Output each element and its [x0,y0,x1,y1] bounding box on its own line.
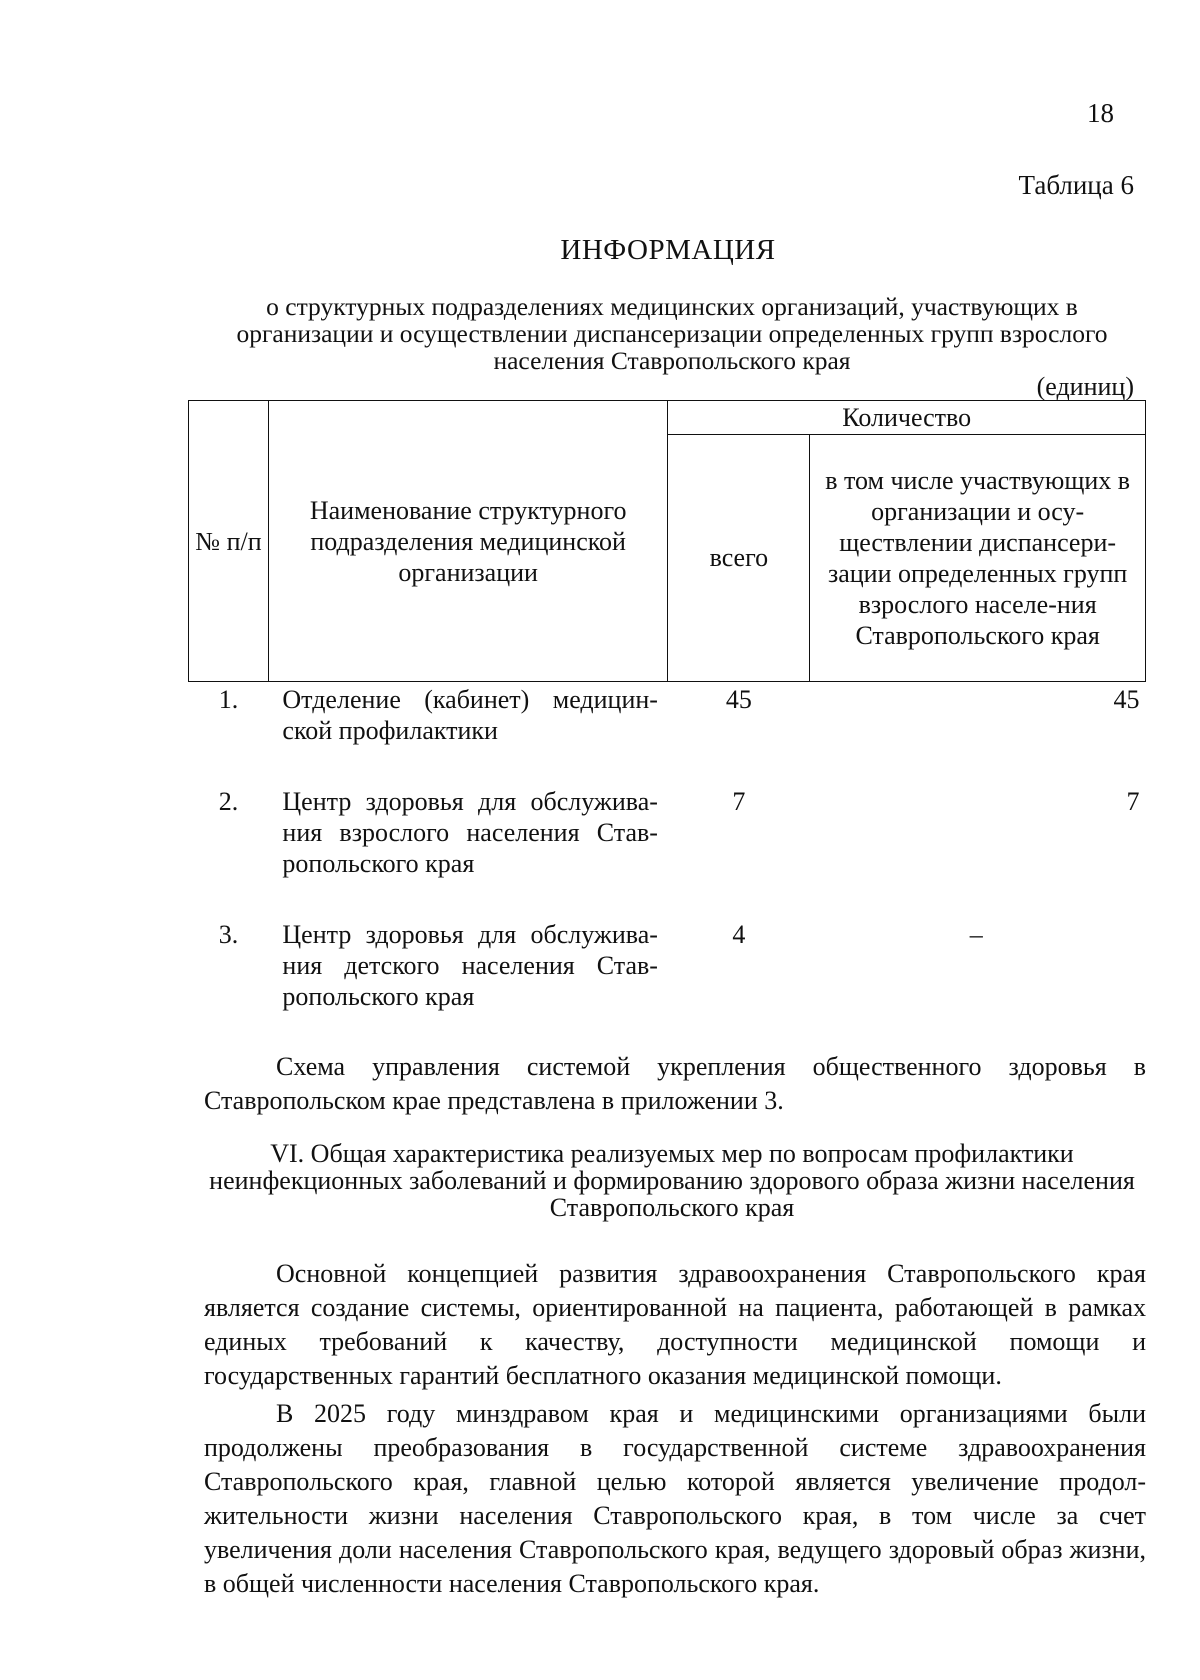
document-subtitle: о структурных подразделениях медицинских организаций, участвующих в организации и осуществлении диспансеризации определенных групп взрослого населения Ставропольского края [236,292,1108,375]
header-total: всего [668,434,810,681]
paragraph-scheme: Схема управления системой укрепления общественного здоровья в Ставропольском крае представлена в приложении 3. [204,1052,1146,1115]
row-num: 2. [218,787,239,816]
table-row [189,784,1146,917]
header-quantity: Количество [668,401,1146,435]
row-name: Центр здоровья для обслужива-ния детского населения Став-ропольского края [282,920,658,1011]
row-num: 3. [218,920,239,949]
row-total: 4 [732,920,746,949]
row-including: 45 [1113,685,1140,714]
row-name: Центр здоровья для обслужива-ния взрослого населения Став-ропольского края [282,787,658,878]
units-label: (единиц) [1036,372,1134,401]
paragraph-2025: В 2025 году минздравом края и медицинскими организациями были продолжены преобразования в государственной системе здравоохранения Ставропольского края, главной целью которой является увеличение продол-жительности жизни населения Ставропольского края, в том числе за счет увеличения доли населения Ставропольского края, ведущего здоровый образ жизни, в общей численности населения Ставропольского края. [204,1399,1146,1598]
table-label: Таблица 6 [1018,170,1134,200]
info-table [188,400,1146,1050]
row-total: 7 [732,787,746,816]
row-num: 1. [218,685,239,714]
header-name: Наименование структурного подразделения медицинской организации [268,401,668,682]
table-row [189,917,1146,1050]
paragraph-concept: Основной концепцией развития здравоохранения Ставропольского края является создание системы, ориентированной на пациента, работающей в рамках единых требований к качеству, доступности медицинской помощи и государственных гарантий бесплатного оказания медицинской помощи. [204,1259,1146,1390]
table-row [189,682,1146,785]
header-including: в том числе участвующих в организации и осу-ществлении диспансери-зации определенных групп взрослого населе-ния Ставропольского края [810,434,1146,681]
document-title: ИНФОРМАЦИЯ [560,234,776,266]
page-number: 18 [1087,98,1114,128]
row-name: Отделение (кабинет) медицин-ской профилактики [282,685,658,745]
section-heading: VI. Общая характеристика реализуемых мер по вопросам профилактики неинфекционных заболеваний и формированию здорового образа жизни населения Ставропольского края [209,1139,1135,1222]
row-including: – [969,920,983,949]
row-total: 45 [725,685,752,714]
row-including: 7 [1126,787,1140,816]
header-num: № п/п [189,401,269,682]
